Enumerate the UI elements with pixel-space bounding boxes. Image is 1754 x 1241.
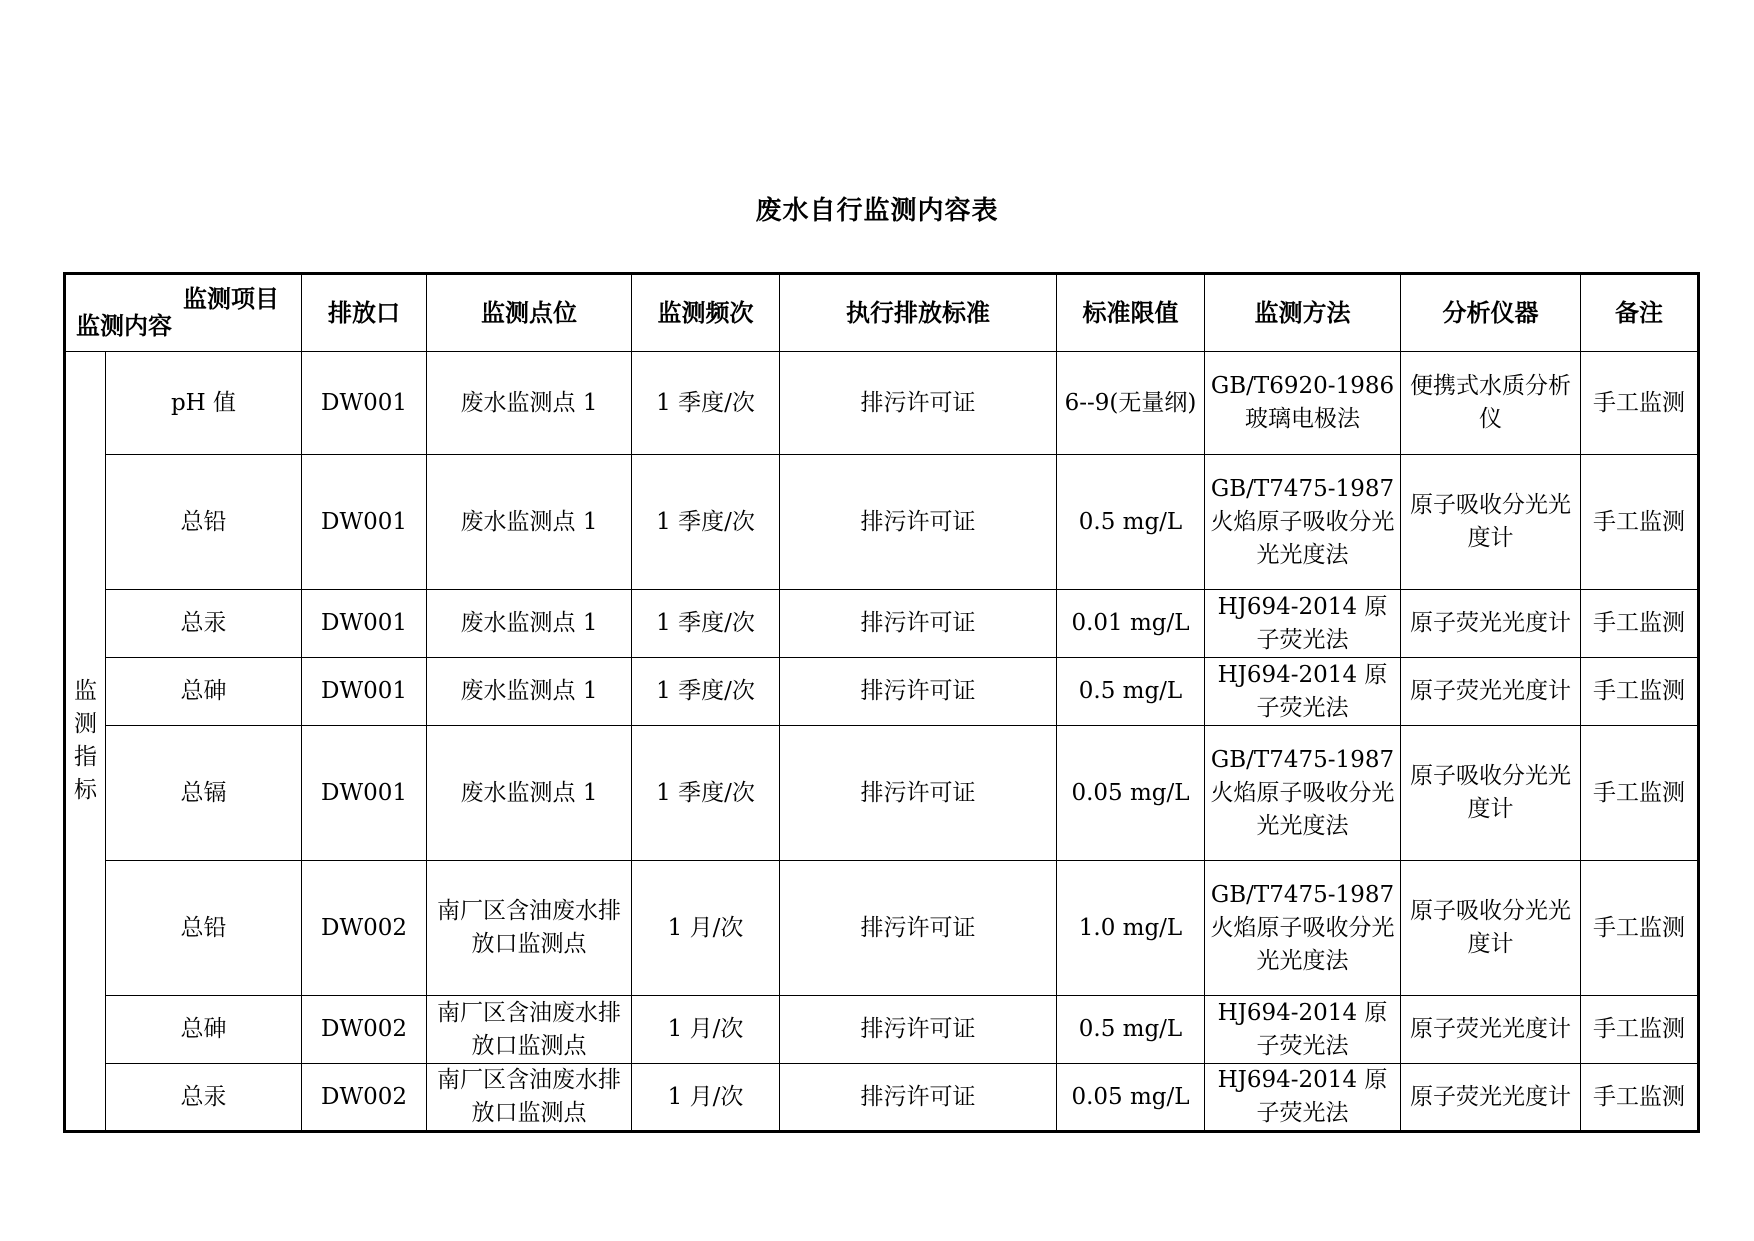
row-point-cell: 废水监测点 1: [427, 726, 632, 861]
row-note-cell: 手工监测: [1581, 590, 1699, 658]
row-outlet-cell: DW001: [302, 658, 427, 726]
header-corner-item-label: 监测项目: [183, 285, 279, 313]
row-limit-cell: 0.01 mg/L: [1057, 590, 1205, 658]
row-standard-cell: 排污许可证: [780, 352, 1057, 455]
row-frequency-cell: 1 月/次: [632, 1064, 780, 1132]
row-outlet-cell: DW002: [302, 1064, 427, 1132]
row-point-cell: 废水监测点 1: [427, 455, 632, 590]
row-point-cell: 废水监测点 1: [427, 352, 632, 455]
row-item-cell: 总汞: [106, 1064, 302, 1132]
row-limit-cell: 1.0 mg/L: [1057, 861, 1205, 996]
header-limit: 标准限值: [1057, 274, 1205, 352]
row-point-cell: 南厂区含油废水排放口监测点: [427, 996, 632, 1064]
header-note: 备注: [1581, 274, 1699, 352]
table-row: [65, 658, 1699, 726]
header-point: 监测点位: [427, 274, 632, 352]
row-note-cell: 手工监测: [1581, 658, 1699, 726]
row-note-cell: 手工监测: [1581, 996, 1699, 1064]
row-item-cell: pH 值: [106, 352, 302, 455]
row-group-label: 监 测 指 标: [65, 352, 106, 1132]
row-method-cell: HJ694-2014 原子荧光法: [1205, 658, 1401, 726]
header-outlet: 排放口: [302, 274, 427, 352]
row-note-cell: 手工监测: [1581, 861, 1699, 996]
monitoring-table: [63, 272, 1700, 1133]
row-standard-cell: 排污许可证: [780, 658, 1057, 726]
row-frequency-cell: 1 季度/次: [632, 658, 780, 726]
row-frequency-cell: 1 季度/次: [632, 455, 780, 590]
table-row: [65, 1064, 1699, 1132]
row-method-cell: HJ694-2014 原子荧光法: [1205, 996, 1401, 1064]
table-row: [65, 861, 1699, 996]
row-note-cell: 手工监测: [1581, 352, 1699, 455]
row-outlet-cell: DW001: [302, 590, 427, 658]
header-method: 监测方法: [1205, 274, 1401, 352]
document-title: 废水自行监测内容表: [755, 196, 999, 226]
row-method-cell: GB/T7475-1987 火焰原子吸收分光光光度法: [1205, 455, 1401, 590]
header-instrument: 分析仪器: [1401, 274, 1581, 352]
row-item-cell: 总砷: [106, 996, 302, 1064]
row-frequency-cell: 1 月/次: [632, 861, 780, 996]
row-instrument-cell: 原子吸收分光光度计: [1401, 861, 1581, 996]
row-outlet-cell: DW001: [302, 352, 427, 455]
header-corner-cell: [65, 274, 302, 352]
row-frequency-cell: 1 季度/次: [632, 352, 780, 455]
row-limit-cell: 0.5 mg/L: [1057, 996, 1205, 1064]
row-standard-cell: 排污许可证: [780, 590, 1057, 658]
row-instrument-cell: 原子荧光光度计: [1401, 590, 1581, 658]
row-point-cell: 南厂区含油废水排放口监测点: [427, 861, 632, 996]
row-instrument-cell: 原子吸收分光光度计: [1401, 726, 1581, 861]
row-outlet-cell: DW001: [302, 455, 427, 590]
row-point-cell: 南厂区含油废水排放口监测点: [427, 1064, 632, 1132]
header-frequency: 监测频次: [632, 274, 780, 352]
row-method-cell: GB/T7475-1987 火焰原子吸收分光光光度法: [1205, 726, 1401, 861]
row-point-cell: 废水监测点 1: [427, 590, 632, 658]
row-standard-cell: 排污许可证: [780, 726, 1057, 861]
row-item-cell: 总汞: [106, 590, 302, 658]
table-row: [65, 455, 1699, 590]
row-method-cell: GB/T7475-1987 火焰原子吸收分光光光度法: [1205, 861, 1401, 996]
table-row: [65, 590, 1699, 658]
row-instrument-cell: 原子荧光光度计: [1401, 1064, 1581, 1132]
row-point-cell: 废水监测点 1: [427, 658, 632, 726]
row-method-cell: GB/T6920-1986 玻璃电极法: [1205, 352, 1401, 455]
row-limit-cell: 6--9(无量纲): [1057, 352, 1205, 455]
table-row: [65, 352, 1699, 455]
table-row: [65, 726, 1699, 861]
row-limit-cell: 0.5 mg/L: [1057, 658, 1205, 726]
row-limit-cell: 0.5 mg/L: [1057, 455, 1205, 590]
row-limit-cell: 0.05 mg/L: [1057, 726, 1205, 861]
header-row: [65, 274, 1699, 352]
header-standard: 执行排放标准: [780, 274, 1057, 352]
table-row: [65, 996, 1699, 1064]
row-standard-cell: 排污许可证: [780, 1064, 1057, 1132]
row-note-cell: 手工监测: [1581, 726, 1699, 861]
row-item-cell: 总镉: [106, 726, 302, 861]
row-method-cell: HJ694-2014 原子荧光法: [1205, 590, 1401, 658]
row-item-cell: 总铅: [106, 861, 302, 996]
row-limit-cell: 0.05 mg/L: [1057, 1064, 1205, 1132]
row-note-cell: 手工监测: [1581, 1064, 1699, 1132]
row-instrument-cell: 原子荧光光度计: [1401, 658, 1581, 726]
row-frequency-cell: 1 季度/次: [632, 726, 780, 861]
header-corner-content-label: 监测内容: [76, 312, 172, 340]
row-frequency-cell: 1 月/次: [632, 996, 780, 1064]
row-outlet-cell: DW002: [302, 996, 427, 1064]
row-instrument-cell: 原子荧光光度计: [1401, 996, 1581, 1064]
row-frequency-cell: 1 季度/次: [632, 590, 780, 658]
row-outlet-cell: DW002: [302, 861, 427, 996]
row-standard-cell: 排污许可证: [780, 455, 1057, 590]
row-instrument-cell: 原子吸收分光光度计: [1401, 455, 1581, 590]
row-instrument-cell: 便携式水质分析仪: [1401, 352, 1581, 455]
row-method-cell: HJ694-2014 原子荧光法: [1205, 1064, 1401, 1132]
row-note-cell: 手工监测: [1581, 455, 1699, 590]
row-item-cell: 总铅: [106, 455, 302, 590]
row-standard-cell: 排污许可证: [780, 996, 1057, 1064]
row-outlet-cell: DW001: [302, 726, 427, 861]
row-standard-cell: 排污许可证: [780, 861, 1057, 996]
row-item-cell: 总砷: [106, 658, 302, 726]
